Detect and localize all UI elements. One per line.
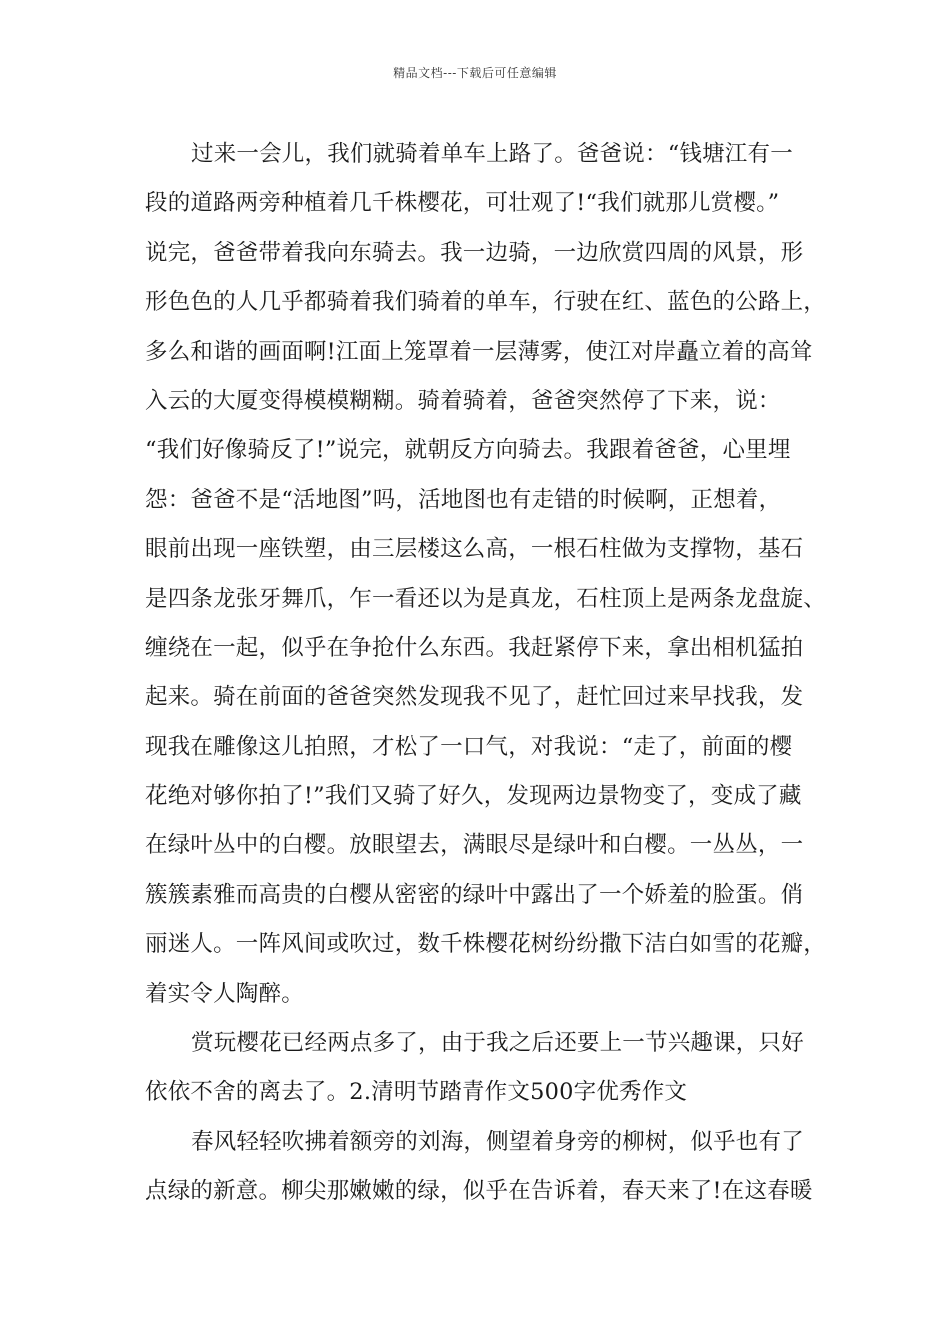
text-line: 点绿的新意。柳尖那嫩嫩的绿，似乎在告诉着，春天来了!在这春暖 <box>145 1178 813 1205</box>
text-line: 眼前出现一座铁塑，由三层楼这么高，一根石柱做为支撑物，基石 <box>145 536 804 563</box>
text-line: 怨：爸爸不是“活地图”吗，活地图也有走错的时候啊，正想着， <box>145 486 782 513</box>
text-line: 着实令人陶醉。 <box>145 980 304 1007</box>
text-line: 段的道路两旁种植着几千株樱花，可壮观了!“我们就那儿赏樱。” <box>145 190 780 217</box>
text-line: 是四条龙张牙舞爪，乍一看还以为是真龙，石柱顶上是两条龙盘旋、 <box>145 585 827 612</box>
text-line: 丽迷人。一阵风间或吹过，数千株樱花树纷纷撒下洁白如雪的花瓣， <box>145 931 827 958</box>
text-line: 过来一会儿，我们就骑着单车上路了。爸爸说：“钱塘江有一 <box>191 141 793 167</box>
text-line: 起来。骑在前面的爸爸突然发现我不见了，赶忙回过来早找我，发 <box>145 684 804 711</box>
text-line: 形色色的人几乎都骑着我们骑着的单车，行驶在红、蓝色的公路上， <box>145 289 827 316</box>
text-line: 春风轻轻吹拂着额旁的刘海，侧望着身旁的柳树，似乎也有了 <box>191 1128 804 1155</box>
text-line: 现我在雕像这儿拍照，才松了一口气，对我说：“走了，前面的樱 <box>145 733 793 760</box>
text-line: 缠绕在一起，似乎在争抢什么东西。我赶紧停下来，拿出相机猛拍 <box>145 634 804 661</box>
text-line: 簇簇素雅而高贵的白樱从密密的绿叶中露出了一个娇羞的脸蛋。俏 <box>145 881 804 908</box>
text-line: 赏玩樱花已经两点多了，由于我之后还要上一节兴趣课，只好 <box>191 1030 804 1057</box>
essay-body <box>145 130 835 1217</box>
text-line: 入云的大厦变得模模糊糊。骑着骑着，爸爸突然停了下来，说： <box>145 387 781 414</box>
text-line: “我们好像骑反了!”说完，就朝反方向骑去。我跟着爸爸，心里埋 <box>145 437 791 464</box>
text-line: 花绝对够你拍了!”我们又骑了好久，发现两边景物变了，变成了藏 <box>145 783 802 810</box>
text-line: 说完，爸爸带着我向东骑去。我一边骑，一边欣赏四周的风景，形 <box>145 239 804 266</box>
page-header: 精品文档---下载后可任意编辑 <box>393 66 557 80</box>
text-line: 依依不舍的离去了。2.清明节踏青作文500字优秀作文 <box>145 1079 688 1106</box>
text-line: 多么和谐的画面啊!江面上笼罩着一层薄雾，使江对岸矗立着的高耸 <box>145 338 813 365</box>
text-line: 在绿叶丛中的白樱。放眼望去，满眼尽是绿叶和白樱。一丛丛，一 <box>145 832 804 859</box>
